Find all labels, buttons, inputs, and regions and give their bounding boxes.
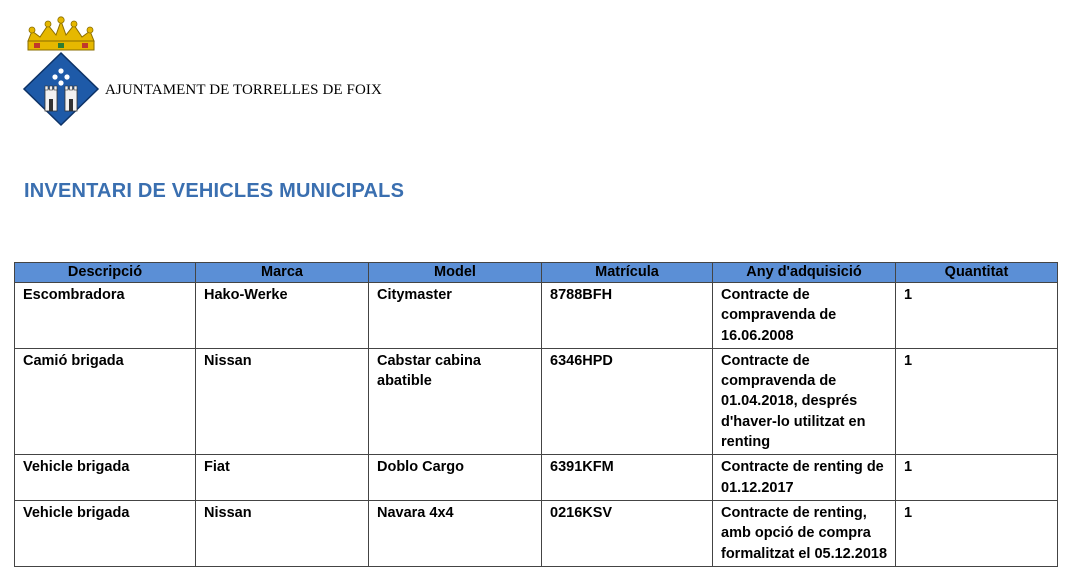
organization-name: AJUNTAMENT DE TORRELLES DE FOIX	[105, 82, 382, 98]
table-row	[15, 348, 1058, 454]
table-row	[15, 500, 1058, 566]
table-header-row	[15, 263, 1058, 283]
table-cell: 6391KFM	[542, 455, 713, 501]
table-cell: 8788BFH	[542, 283, 713, 349]
table-cell: 1	[896, 348, 1058, 454]
table-cell: Escombradora	[15, 283, 196, 349]
table-cell: Camió brigada	[15, 348, 196, 454]
table-cell: Contracte de compravenda de 01.04.2018, després d'haver-lo utilitzat en renting	[713, 348, 896, 454]
column-header-marca: Marca	[196, 263, 369, 283]
table-cell: Contracte de renting de 01.12.2017	[713, 455, 896, 501]
table-cell: Nissan	[196, 500, 369, 566]
table-cell: 0216KSV	[542, 500, 713, 566]
crown-icon	[28, 17, 94, 50]
table-row	[15, 283, 1058, 349]
document-title: INVENTARI DE VEHICLES MUNICIPALS	[24, 180, 405, 202]
table-cell: Contracte de compravenda de 16.06.2008	[713, 283, 896, 349]
table-cell: 1	[896, 500, 1058, 566]
vehicle-inventory-table	[14, 262, 1058, 567]
column-header-model: Model	[369, 263, 542, 283]
table-cell: Navara 4x4	[369, 500, 542, 566]
table-cell: Vehicle brigada	[15, 500, 196, 566]
table-cell: Citymaster	[369, 283, 542, 349]
shield-icon	[24, 53, 98, 125]
municipal-coat-of-arms-logo	[20, 15, 102, 127]
table-cell: 1	[896, 455, 1058, 501]
table-cell: 6346HPD	[542, 348, 713, 454]
table-cell: Cabstar cabina abatible	[369, 348, 542, 454]
column-header-descripcio: Descripció	[15, 263, 196, 283]
table-cell: Vehicle brigada	[15, 455, 196, 501]
table-cell: Fiat	[196, 455, 369, 501]
table-cell: 1	[896, 283, 1058, 349]
column-header-matricula: Matrícula	[542, 263, 713, 283]
column-header-any-adquisicio: Any d'adquisició	[713, 263, 896, 283]
table-cell: Doblo Cargo	[369, 455, 542, 501]
table-cell: Hako-Werke	[196, 283, 369, 349]
table-cell: Nissan	[196, 348, 369, 454]
column-header-quantitat: Quantitat	[896, 263, 1058, 283]
table-row	[15, 455, 1058, 501]
table-cell: Contracte de renting, amb opció de compra formalitzat el 05.12.2018	[713, 500, 896, 566]
